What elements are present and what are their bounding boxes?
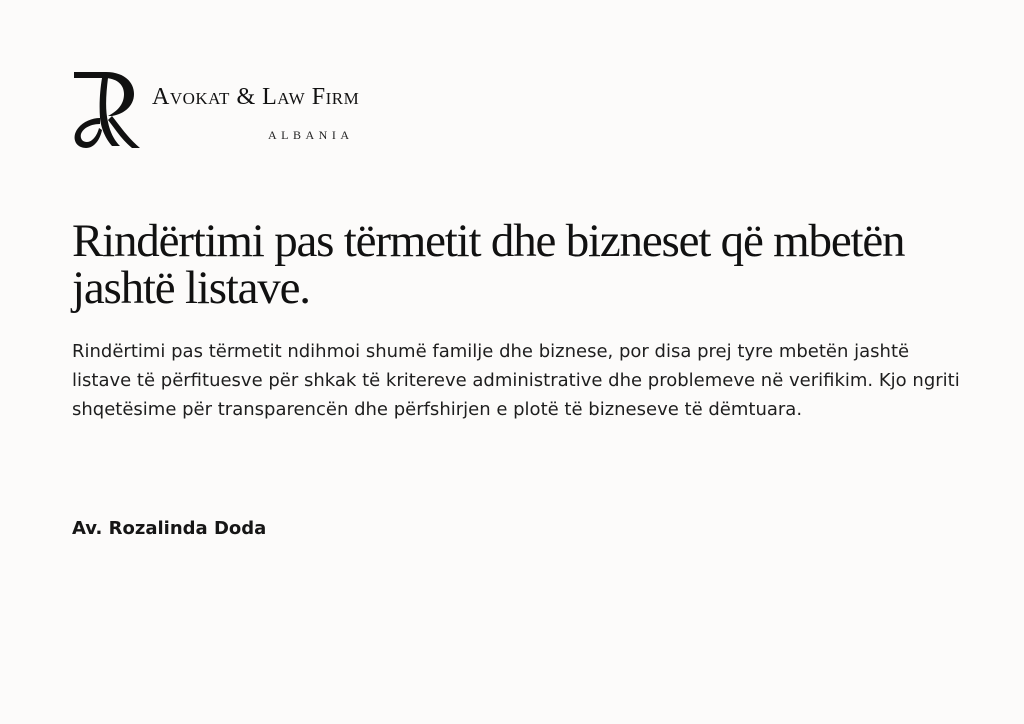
stylized-r-logo-icon — [72, 70, 142, 150]
firm-name: Avokat & Law Firm — [152, 84, 360, 110]
article-body: Rindërtimi pas tërmetit ndihmoi shumë familje dhe biznese, por disa prej tyre mbetën jashtë listave të përfituesve për shkak të kritereve administrative dhe problemeve në verifikim. Kjo ngriti shqetësime për transparencën dhe përfshirjen e plotë të bizneseve të dëmtuara. — [72, 341, 960, 420]
firm-logo — [72, 70, 492, 150]
author-name: Av. Rozalinda Doda — [72, 518, 267, 539]
article-title: Rindërtimi pas tërmetit dhe bizneset që mbetën jashtë listave. — [72, 215, 905, 314]
firm-country: ALBANIA — [268, 128, 354, 142]
